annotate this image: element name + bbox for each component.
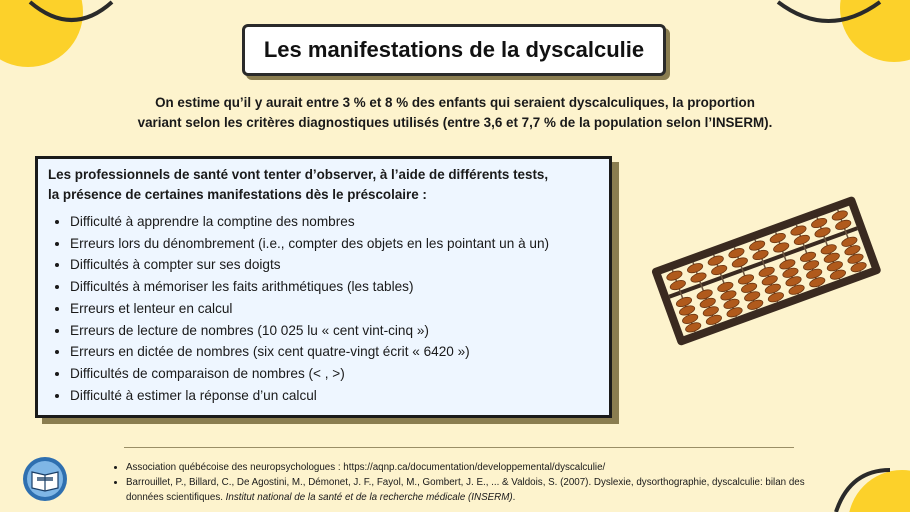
manifestations-list — [48, 211, 599, 406]
list-item: • Difficulté à apprendre la comptine des nombres — [70, 211, 599, 233]
manifestations-card — [35, 156, 612, 418]
title-box — [242, 24, 666, 76]
list-item: • Difficultés de comparaison de nombres (< , >) — [70, 363, 599, 385]
book-logo-icon — [22, 456, 68, 502]
references-divider — [124, 447, 794, 448]
intro-text — [80, 93, 830, 133]
corner-decoration-bottom-right — [820, 440, 910, 512]
reference-2-end: . — [512, 492, 516, 503]
abacus-icon — [648, 188, 884, 352]
page-title: Les manifestations de la dyscalculie — [263, 37, 645, 62]
corner-decoration-top-left — [0, 0, 130, 70]
reference-item-1: • Association québécoise des neuropsychologues : https://aqnp.ca/documentation/developpemental/dyscalculie/ — [126, 460, 826, 475]
list-item: • Difficultés à compter sur ses doigts — [70, 254, 599, 276]
reference-2-publisher: Institut national de la santé et de la recherche médicale (INSERM) — [225, 492, 513, 503]
list-item: • Erreurs en dictée de nombres (six cent quatre-vingt écrit « 6420 ») — [70, 341, 599, 363]
card-intro-line-2: la présence de certaines manifestations dès le préscolaire : — [48, 187, 427, 202]
list-item: • Difficulté à estimer la réponse d’un calcul — [70, 385, 599, 407]
card-intro — [48, 165, 599, 205]
list-item: • Difficultés à mémoriser les faits arithmétiques (les tables) — [70, 276, 599, 298]
list-item: • Erreurs de lecture de nombres (10 025 lu « cent vint-cinq ») — [70, 320, 599, 342]
list-item: • Erreurs lors du dénombrement (i.e., compter des objets en les pointant un à un) — [70, 233, 599, 255]
references-list — [108, 460, 826, 505]
intro-line-2: variant selon les critères diagnostiques utilisés (entre 3,6 et 7,7 % de la population selon l’INSERM). — [137, 115, 773, 130]
intro-line-1: On estime qu’il y aurait entre 3 % et 8 % des enfants qui seraient dyscalculiques, la proportion — [155, 95, 755, 110]
card-intro-line-1: Les professionnels de santé vont tenter d’observer, à l’aide de différents tests, — [48, 167, 549, 182]
corner-decoration-top-right — [760, 0, 910, 70]
reference-item-2 — [126, 475, 826, 505]
list-item: • Erreurs et lenteur en calcul — [70, 298, 599, 320]
reference-2-text: Barrouillet, P., Billard, C., De Agostini, M., Démonet, J. F., Fayol, M., Gombert, J. E., ... & Valdois, S. (2007). Dyslexie, dysorthographie, dyscalculie: bilan des données scientifiques. — [126, 477, 805, 503]
